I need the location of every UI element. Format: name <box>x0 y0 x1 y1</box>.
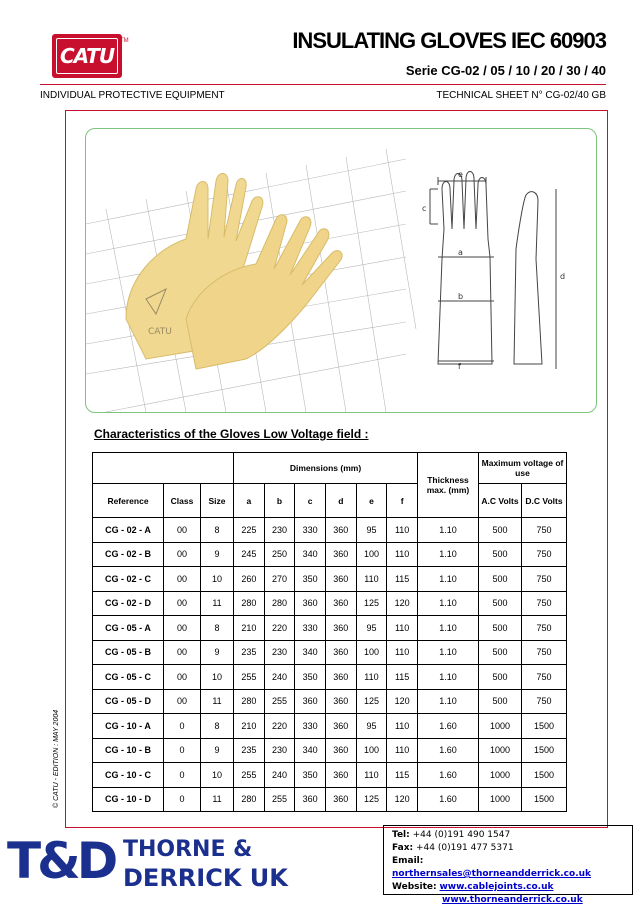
table-row <box>93 640 567 665</box>
cell-ref: CG - 10 - B <box>93 738 164 763</box>
cell-size: 11 <box>201 591 234 616</box>
email-link[interactable]: northernsales@thorneandderrick.co.uk <box>392 869 592 879</box>
cell-f: 110 <box>387 640 418 665</box>
cell-a: 210 <box>234 714 265 739</box>
cell-c: 340 <box>295 738 326 763</box>
cell-b: 255 <box>264 787 295 812</box>
cell-ac: 500 <box>479 567 522 592</box>
table-row <box>93 738 567 763</box>
cell-a: 225 <box>234 518 265 543</box>
glove-illustration <box>86 129 596 412</box>
col-f: f <box>387 484 418 518</box>
cell-e: 125 <box>356 591 387 616</box>
cell-ac: 500 <box>479 616 522 641</box>
cell-a: 235 <box>234 738 265 763</box>
cell-d: 360 <box>325 665 356 690</box>
cell-f: 110 <box>387 518 418 543</box>
cell-size: 10 <box>201 763 234 788</box>
cell-cls: 00 <box>164 518 201 543</box>
table-row <box>93 689 567 714</box>
cell-a: 280 <box>234 689 265 714</box>
cell-dc: 750 <box>522 542 567 567</box>
cell-b: 240 <box>264 665 295 690</box>
cell-ref: CG - 02 - C <box>93 567 164 592</box>
cell-t: 1.10 <box>418 689 479 714</box>
cell-t: 1.60 <box>418 738 479 763</box>
tel-label: Tel: <box>392 830 410 840</box>
cell-size: 11 <box>201 689 234 714</box>
table-row <box>93 787 567 812</box>
fax-label: Fax: <box>392 843 414 853</box>
cell-cls: 0 <box>164 714 201 739</box>
col-size: Size <box>201 484 234 518</box>
table-row <box>93 665 567 690</box>
dim-label-b: b <box>458 292 464 301</box>
cell-ref: CG - 10 - D <box>93 787 164 812</box>
cell-b: 240 <box>264 763 295 788</box>
cell-t: 1.10 <box>418 665 479 690</box>
cell-f: 115 <box>387 567 418 592</box>
cell-dc: 1500 <box>522 763 567 788</box>
cell-f: 115 <box>387 763 418 788</box>
cell-dc: 1500 <box>522 714 567 739</box>
cell-e: 125 <box>356 787 387 812</box>
glove-dimension-drawing <box>430 172 556 370</box>
svg-text:CATU: CATU <box>148 327 172 337</box>
cell-cls: 0 <box>164 763 201 788</box>
cell-d: 360 <box>325 787 356 812</box>
cell-d: 360 <box>325 518 356 543</box>
cell-d: 360 <box>325 591 356 616</box>
cell-size: 10 <box>201 567 234 592</box>
cell-f: 120 <box>387 787 418 812</box>
trademark-mark: TM <box>120 38 129 44</box>
glove-photo <box>126 174 342 370</box>
cell-ref: CG - 10 - C <box>93 763 164 788</box>
cell-t: 1.10 <box>418 542 479 567</box>
cell-cls: 00 <box>164 542 201 567</box>
cell-e: 95 <box>356 616 387 641</box>
cell-ref: CG - 05 - A <box>93 616 164 641</box>
cell-ac: 1000 <box>479 738 522 763</box>
cell-b: 230 <box>264 738 295 763</box>
cell-cls: 00 <box>164 616 201 641</box>
cell-ref: CG - 10 - A <box>93 714 164 739</box>
dimensions-header: Dimensions (mm) <box>234 453 418 484</box>
cell-size: 9 <box>201 640 234 665</box>
cell-cls: 0 <box>164 787 201 812</box>
td-monogram: T&D <box>7 832 115 890</box>
cell-ref: CG - 02 - A <box>93 518 164 543</box>
dim-label-c: c <box>422 204 427 213</box>
cell-dc: 750 <box>522 518 567 543</box>
edition-note: © CATU - EDITION : MAY 2004 <box>53 709 60 808</box>
cell-c: 330 <box>295 714 326 739</box>
table-row <box>93 763 567 788</box>
thorne-derrick-logo <box>5 826 380 896</box>
cell-f: 120 <box>387 689 418 714</box>
cell-d: 360 <box>325 689 356 714</box>
cell-b: 220 <box>264 616 295 641</box>
cell-c: 340 <box>295 542 326 567</box>
series-subtitle: Serie CG-02 / 05 / 10 / 20 / 30 / 40 <box>405 63 606 78</box>
dim-label-d: d <box>560 272 566 281</box>
table-body <box>93 518 567 812</box>
cell-size: 8 <box>201 518 234 543</box>
cell-t: 1.10 <box>418 567 479 592</box>
cell-d: 360 <box>325 714 356 739</box>
col-c: c <box>295 484 326 518</box>
page-title: INSULATING GLOVES IEC 60903 <box>292 28 606 53</box>
cell-size: 9 <box>201 542 234 567</box>
table-row <box>93 567 567 592</box>
cell-ref: CG - 05 - B <box>93 640 164 665</box>
cell-f: 110 <box>387 542 418 567</box>
fax-value: +44 (0)191 477 5371 <box>415 843 514 853</box>
cell-dc: 1500 <box>522 787 567 812</box>
cell-e: 95 <box>356 714 387 739</box>
cell-ref: CG - 02 - D <box>93 591 164 616</box>
cell-b: 280 <box>264 591 295 616</box>
cell-ac: 500 <box>479 640 522 665</box>
cell-a: 235 <box>234 640 265 665</box>
cell-dc: 750 <box>522 591 567 616</box>
cell-ac: 500 <box>479 689 522 714</box>
cell-e: 110 <box>356 763 387 788</box>
voltage-header: Maximum voltage of use <box>479 453 567 484</box>
cell-size: 11 <box>201 787 234 812</box>
cell-f: 120 <box>387 591 418 616</box>
cell-cls: 00 <box>164 591 201 616</box>
cell-c: 350 <box>295 567 326 592</box>
cell-cls: 00 <box>164 689 201 714</box>
table-row <box>93 542 567 567</box>
cell-f: 110 <box>387 616 418 641</box>
cell-t: 1.10 <box>418 640 479 665</box>
cell-ac: 500 <box>479 591 522 616</box>
cell-d: 360 <box>325 738 356 763</box>
cell-b: 250 <box>264 542 295 567</box>
brand-line-1: THORNE & <box>123 837 253 862</box>
technical-sheet-number: TECHNICAL SHEET N° CG-02/40 GB <box>436 90 606 101</box>
cell-ref: CG - 05 - D <box>93 689 164 714</box>
cell-t: 1.10 <box>418 616 479 641</box>
table-row <box>93 714 567 739</box>
col-ac-volts: A.C Volts <box>479 484 522 518</box>
cell-dc: 750 <box>522 567 567 592</box>
cell-cls: 00 <box>164 567 201 592</box>
table-row <box>93 616 567 641</box>
cell-b: 220 <box>264 714 295 739</box>
thickness-header: Thickness max. (mm) <box>418 453 479 518</box>
cell-ac: 1000 <box>479 787 522 812</box>
cell-dc: 750 <box>522 665 567 690</box>
cell-f: 110 <box>387 738 418 763</box>
dim-label-f: f <box>458 362 461 371</box>
website-label: Website: <box>392 882 437 892</box>
col-e: e <box>356 484 387 518</box>
website-link-2[interactable]: www.thorneanderrick.co.uk <box>442 895 583 905</box>
cell-a: 245 <box>234 542 265 567</box>
website-link-1[interactable]: www.cablejoints.co.uk <box>439 882 554 892</box>
cell-f: 110 <box>387 714 418 739</box>
cell-size: 8 <box>201 714 234 739</box>
cell-e: 95 <box>356 518 387 543</box>
cell-dc: 750 <box>522 616 567 641</box>
cell-t: 1.10 <box>418 518 479 543</box>
glove-illustration-panel <box>85 128 597 413</box>
cell-c: 330 <box>295 616 326 641</box>
cell-cls: 00 <box>164 640 201 665</box>
cell-size: 8 <box>201 616 234 641</box>
equipment-caption: INDIVIDUAL PROTECTIVE EQUIPMENT <box>40 90 225 101</box>
cell-dc: 1500 <box>522 738 567 763</box>
logo-text: CATU <box>59 44 115 68</box>
cell-d: 360 <box>325 616 356 641</box>
cell-dc: 750 <box>522 640 567 665</box>
brand-line-2: DERRICK UK <box>123 864 288 892</box>
cell-a: 280 <box>234 787 265 812</box>
cell-a: 210 <box>234 616 265 641</box>
cell-b: 255 <box>264 689 295 714</box>
cell-ac: 1000 <box>479 763 522 788</box>
cell-d: 360 <box>325 640 356 665</box>
col-d: d <box>325 484 356 518</box>
cell-e: 100 <box>356 640 387 665</box>
cell-cls: 0 <box>164 738 201 763</box>
cell-t: 1.60 <box>418 763 479 788</box>
cell-e: 110 <box>356 665 387 690</box>
cell-e: 100 <box>356 542 387 567</box>
catu-logo <box>52 34 122 78</box>
cell-f: 115 <box>387 665 418 690</box>
cell-size: 9 <box>201 738 234 763</box>
cell-a: 280 <box>234 591 265 616</box>
cell-c: 360 <box>295 689 326 714</box>
cell-e: 125 <box>356 689 387 714</box>
col-dc-volts: D.C Volts <box>522 484 567 518</box>
cell-ac: 500 <box>479 542 522 567</box>
cell-ac: 500 <box>479 518 522 543</box>
table-row <box>93 591 567 616</box>
tel-value: +44 (0)191 490 1547 <box>412 830 511 840</box>
cell-d: 360 <box>325 763 356 788</box>
cell-e: 100 <box>356 738 387 763</box>
cell-ac: 1000 <box>479 714 522 739</box>
cell-a: 260 <box>234 567 265 592</box>
cell-ac: 500 <box>479 665 522 690</box>
section-title: Characteristics of the Gloves Low Voltage field : <box>94 427 369 441</box>
dim-label-a: a <box>458 248 463 257</box>
cell-d: 360 <box>325 542 356 567</box>
cell-c: 350 <box>295 763 326 788</box>
col-a: a <box>234 484 265 518</box>
cell-ref: CG - 02 - B <box>93 542 164 567</box>
header-blank <box>93 453 234 484</box>
col-b: b <box>264 484 295 518</box>
cell-d: 360 <box>325 567 356 592</box>
cell-t: 1.60 <box>418 714 479 739</box>
cell-c: 340 <box>295 640 326 665</box>
characteristics-table <box>92 452 567 812</box>
cell-a: 255 <box>234 665 265 690</box>
cell-c: 330 <box>295 518 326 543</box>
dim-label-e: e <box>458 170 463 179</box>
cell-size: 10 <box>201 665 234 690</box>
cell-cls: 00 <box>164 665 201 690</box>
contact-box <box>383 825 633 905</box>
col-reference: Reference <box>93 484 164 518</box>
cell-b: 230 <box>264 518 295 543</box>
cell-dc: 750 <box>522 689 567 714</box>
cell-b: 270 <box>264 567 295 592</box>
cell-c: 360 <box>295 591 326 616</box>
cell-t: 1.10 <box>418 591 479 616</box>
cell-e: 110 <box>356 567 387 592</box>
table-row <box>93 518 567 543</box>
col-class: Class <box>164 484 201 518</box>
email-label: Email: <box>392 856 424 866</box>
cell-b: 230 <box>264 640 295 665</box>
cell-t: 1.60 <box>418 787 479 812</box>
cell-c: 360 <box>295 787 326 812</box>
cell-ref: CG - 05 - C <box>93 665 164 690</box>
cell-c: 350 <box>295 665 326 690</box>
cell-a: 255 <box>234 763 265 788</box>
header-divider <box>40 84 606 85</box>
